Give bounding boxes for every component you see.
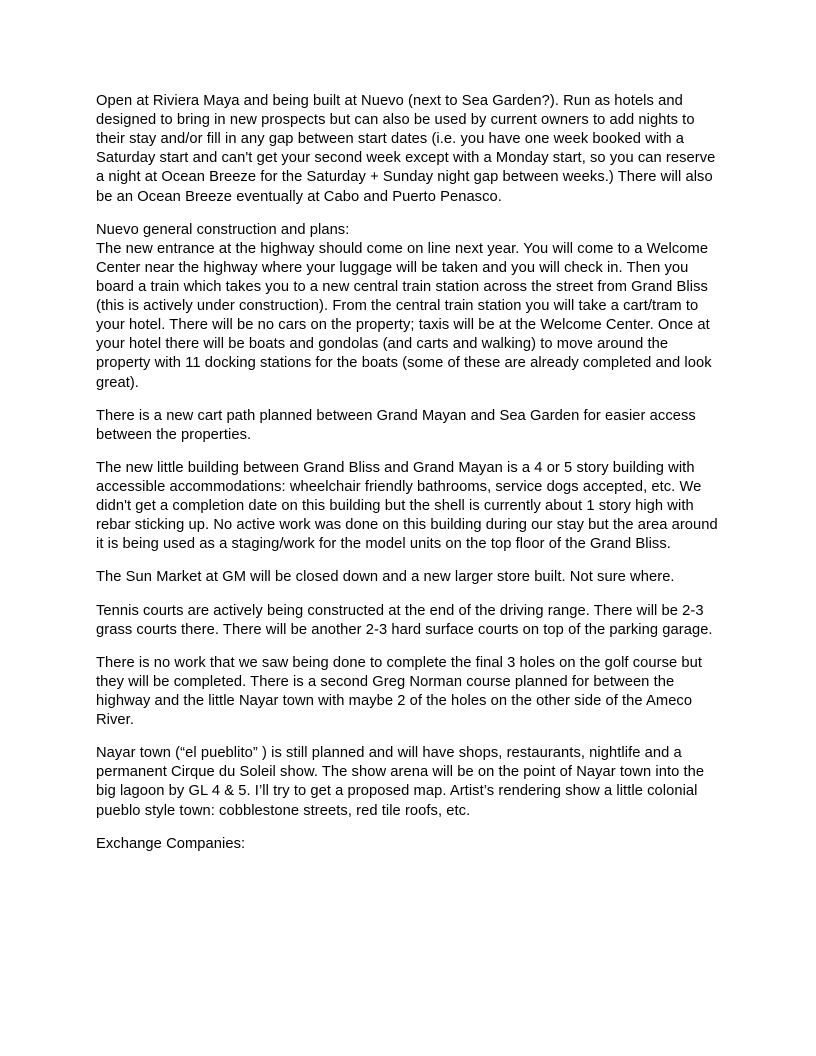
paragraph-nuevo-construction: The new entrance at the highway should come on line next year. You will come to a Welcome Center near the highway where your luggage will be taken and you will check in. Then you board a train which takes you to a new central train station across the street from Grand Bliss (this is actively under construction). From the central train station you will take a cart/tram to your hotel. There will be no cars on the property; taxis will be at the Welcome Center. Once at your hotel there will be boats and gondolas (and carts and walking) to move around the property with 11 docking stations for the boats (some of these are already completed and look great). [96,240,716,391]
paragraph-tennis-courts: Tennis courts are actively being constructed at the end of the driving range. There will be 2-3 grass courts there. There will be another 2-3 hard surface courts on top of the parking garage. [96,602,713,638]
paragraph-nuevo-heading: Nuevo general construction and plans: [96,221,350,238]
paragraph-exchange-heading: Exchange Companies: [96,835,246,852]
document-body [96,92,720,854]
paragraph-cart-path: There is a new cart path planned between Grand Mayan and Sea Garden for easier access between the properties. [96,407,700,443]
paragraph-nayar-town: Nayar town (“el pueblito” ) is still planned and will have shops, restaurants, nightlife and a permanent Cirque du Soleil show. The show arena will be on the point of Nayar town into the big lagoon by GL 4 & 5. I’ll try to get a proposed map. Artist’s rendering show a little colonial pueblo style town: cobblestone streets, red tile roofs, etc. [96,745,709,819]
paragraph-little-building: The new little building between Grand Bliss and Grand Mayan is a 4 or 5 story building with accessible accommodations: wheelchair friendly bathrooms, service dogs accepted, etc. We didn't get a completion date on this building but the shell is currently about 1 story high with rebar sticking up. No active work was done on this building during our stay but the area around it is being used as a staging/work for the model units on the top floor of the Grand Bliss. [96,459,722,553]
paragraph-sun-market: The Sun Market at GM will be closed down and a new larger store built. Not sure where. [96,569,675,586]
paragraph-golf-course: There is no work that we saw being done to complete the final 3 holes on the golf course but they will be completed. There is a second Greg Norman course planned for between the highway and the little Nayar town with maybe 2 of the holes on the other side of the Ameco River. [96,654,707,729]
paragraph-intro-ocean-breeze: Open at Riviera Maya and being built at Nuevo (next to Sea Garden?). Run as hotels and designed to bring in new prospects but can also be used by current owners to add nights to their stay and/or fill in any gap between start dates (i.e. you have one week booked with a Saturday start and can't get your second week except with a Monday start, so you can reserve a night at Ocean Breeze for the Saturday + Sunday night gap between weeks.) There will also be an Ocean Breeze eventually at Cabo and Puerto Penasco. [96,93,720,205]
